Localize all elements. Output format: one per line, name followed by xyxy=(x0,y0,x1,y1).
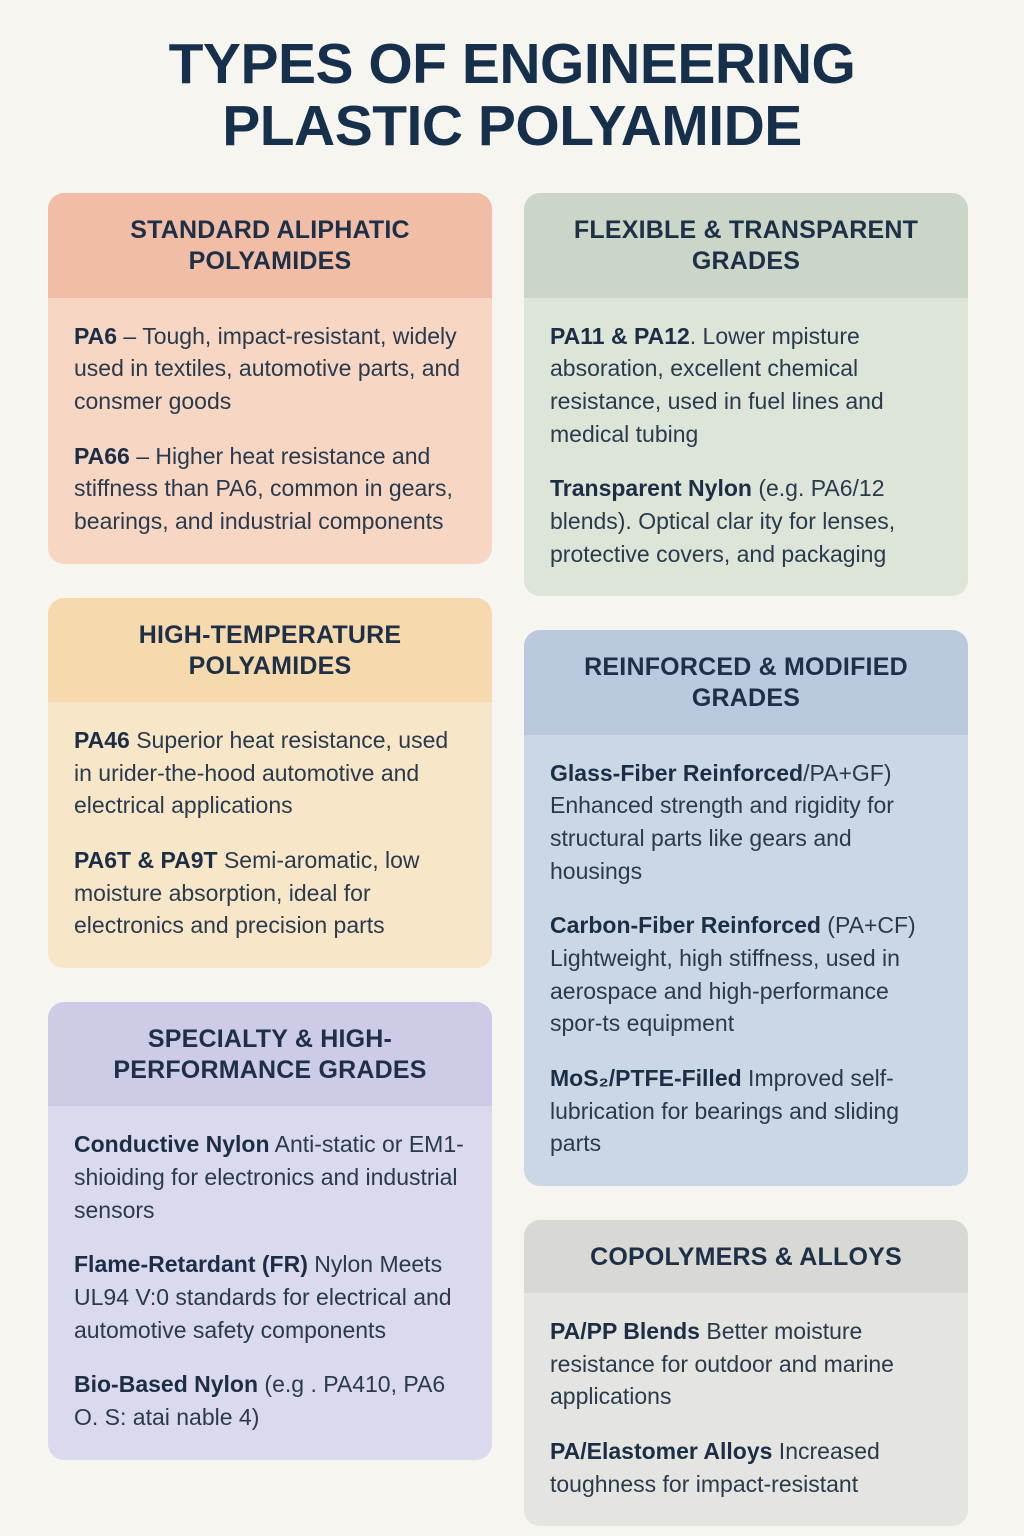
list-item xyxy=(74,724,466,822)
card-heading: STANDARD ALIPHATIC POLYAMIDES xyxy=(48,193,492,298)
card-columns xyxy=(48,193,976,1526)
card-body xyxy=(524,735,968,1186)
card-body xyxy=(48,702,492,968)
entry-text: Improved self-lubrication for bearings and sliding parts xyxy=(550,1064,900,1157)
list-item xyxy=(550,1315,942,1413)
entry-text: Better moisture resistance for outdoor and marine applications xyxy=(550,1318,894,1410)
entry-text: . Lower mpisture absoration, excellent chemical resistance, used in fuel lines and medical tubing xyxy=(550,322,884,447)
list-item xyxy=(550,757,942,888)
entry-text: Superior heat resistance, used in urider-the-hood automotive and electrical applications xyxy=(74,727,449,819)
entry-term: PA66 xyxy=(74,442,130,469)
list-item xyxy=(74,320,466,418)
card-high-temperature-polyamides xyxy=(48,598,492,968)
page-title: TYPES OF ENGINEERING PLASTIC POLYAMIDE xyxy=(168,32,856,158)
entry-term: Flame-Retardant (FR) xyxy=(74,1251,308,1278)
entry-term: Bio-Based Nylon xyxy=(74,1371,259,1398)
entry-text: (PA+CF) Lightweight, high stiffness, used in aerospace and high-performance spor-ts equipment xyxy=(550,912,916,1037)
entry-text: Semi-aromatic, low moisture absorption, ideal for electronics and precision parts xyxy=(74,847,420,939)
entry-term: Transparent Nylon xyxy=(550,475,752,502)
list-item xyxy=(74,440,466,538)
card-copolymers-alloys xyxy=(524,1220,968,1527)
entry-text: /PA+GF) Enhanced strength and rigidity for structural parts like gears and housings xyxy=(550,759,894,884)
card-heading: REINFORCED & MODIFIED GRADES xyxy=(524,630,968,735)
entry-text: Increased toughness for impact-resistant xyxy=(550,1438,880,1497)
list-item xyxy=(550,472,942,570)
entry-text: Anti-static or EM1-shioiding for electronics and industrial sensors xyxy=(74,1131,464,1223)
entry-term: PA6 xyxy=(74,322,118,349)
entry-term: Glass-Fiber Reinforced xyxy=(550,759,804,786)
entry-text: (e.g. PA6/12 blends). Optical clar ity for lenses, protective covers, and packaging xyxy=(550,475,896,567)
list-item xyxy=(74,1128,466,1226)
entry-term: PA46 xyxy=(74,727,130,754)
card-standard-aliphatic-polyamides xyxy=(48,193,492,563)
card-body xyxy=(48,298,492,564)
entry-term: PA/Elastomer Alloys xyxy=(550,1438,773,1465)
entry-term: MoS₂/PTFE-Filled xyxy=(550,1064,742,1091)
right-column xyxy=(524,193,968,1526)
list-item xyxy=(550,909,942,1040)
list-item xyxy=(550,1062,942,1160)
card-body xyxy=(48,1106,492,1459)
entry-term: PA6T & PA9T xyxy=(74,847,218,873)
card-heading: COPOLYMERS & ALLOYS xyxy=(524,1220,968,1293)
entry-text: – Tough, impact-resistant, widely used in textiles, automotive parts, and consmer goods xyxy=(74,322,461,414)
left-column xyxy=(48,193,492,1460)
entry-term: Carbon-Fiber Reinforced xyxy=(550,912,821,939)
entry-text: Nylon Meets UL94 V:0 standards for electrical and automotive safety components xyxy=(74,1251,452,1343)
entry-text: – Higher heat resistance and stiffness than PA6, common in gears, bearings, and industrial components xyxy=(74,442,453,534)
list-item xyxy=(74,844,466,942)
card-specialty-high-performance-grades xyxy=(48,1002,492,1460)
entry-term: PA/PP Blends xyxy=(550,1318,700,1345)
card-flexible-transparent-grades xyxy=(524,193,968,596)
entry-term: PA11 & PA12 xyxy=(550,322,690,349)
entry-term: Conductive Nylon xyxy=(74,1131,270,1158)
list-item xyxy=(74,1248,466,1346)
card-body xyxy=(524,298,968,597)
list-item xyxy=(550,320,942,451)
list-item xyxy=(550,1435,942,1500)
list-item xyxy=(74,1368,466,1433)
entry-text: (e.g . PA410, PA6 O. S: atai nable 4) xyxy=(74,1371,446,1431)
card-body xyxy=(524,1293,968,1526)
card-heading: HIGH-TEMPERATURE POLYAMIDES xyxy=(48,598,492,703)
card-reinforced-modified-grades xyxy=(524,630,968,1186)
card-heading: FLEXIBLE & TRANSPARENT GRADES xyxy=(524,193,968,298)
card-heading: SPECIALTY & HIGH-PERFORMANCE GRADES xyxy=(48,1002,492,1107)
